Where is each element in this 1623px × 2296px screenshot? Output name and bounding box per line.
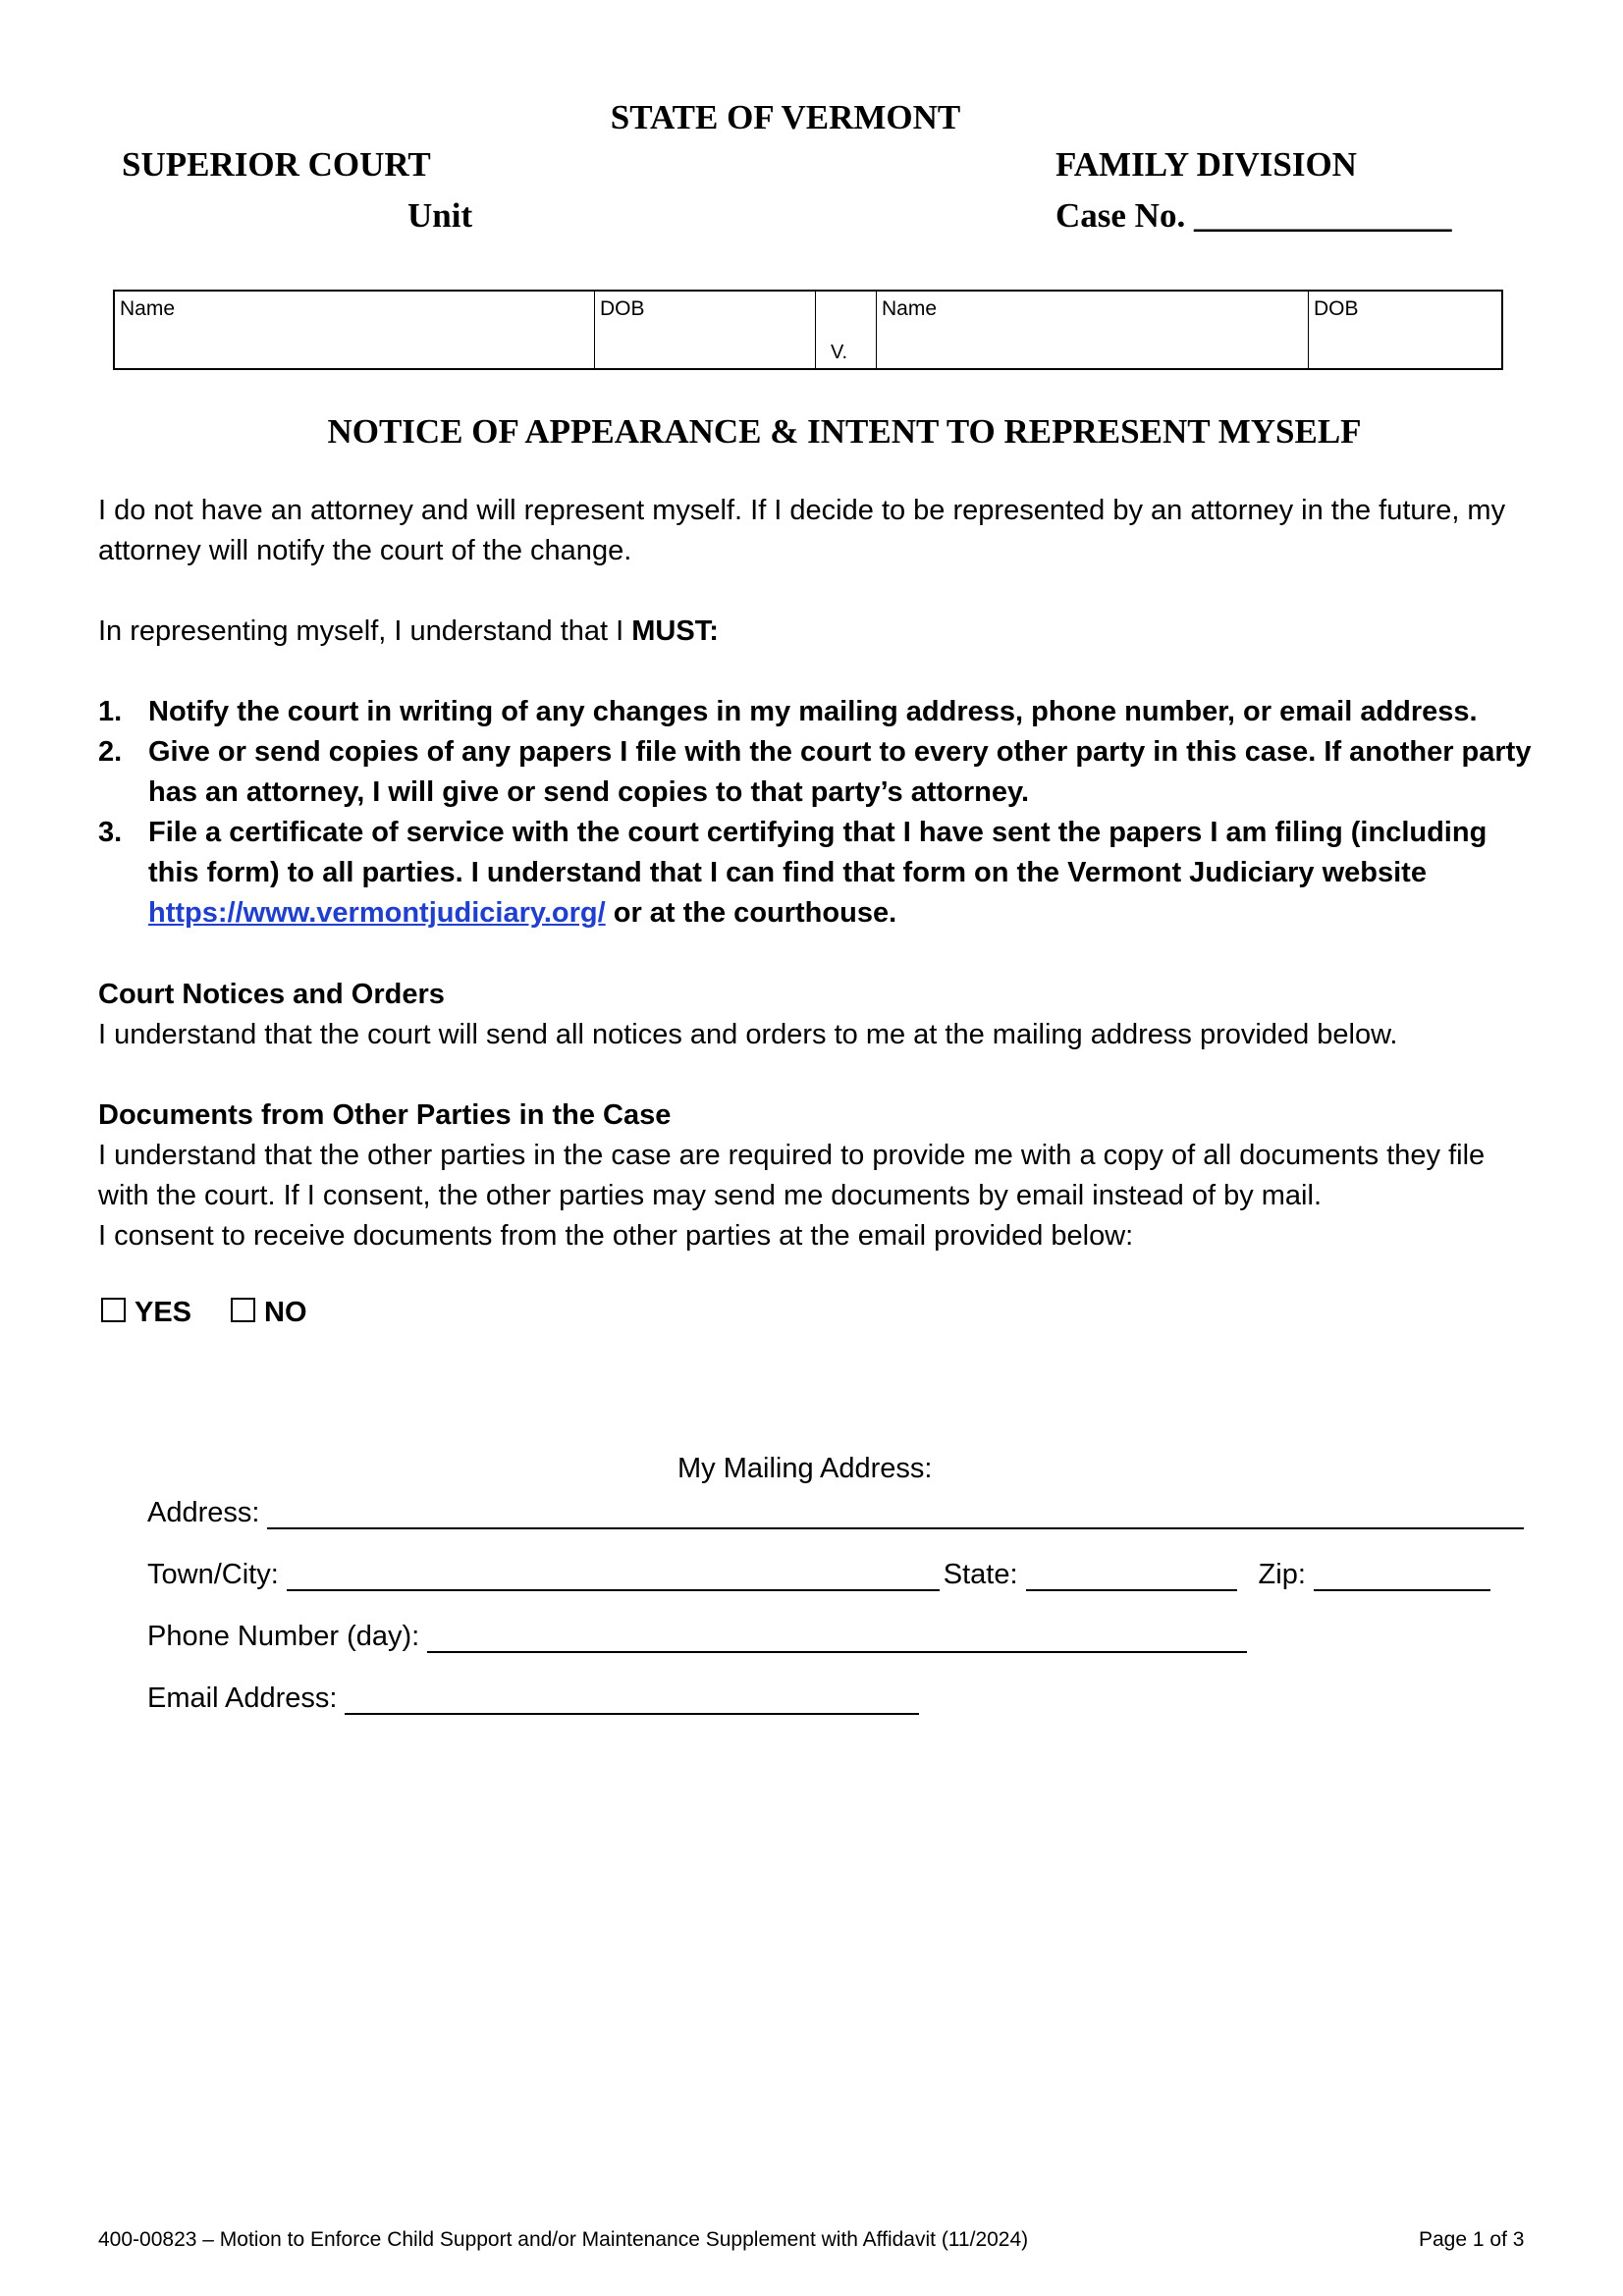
documents-section bbox=[98, 1095, 1532, 1256]
address-row bbox=[147, 1497, 1524, 1529]
party2-dob-label: DOB bbox=[1314, 297, 1359, 320]
unit-heading: Unit bbox=[407, 196, 473, 235]
phone-label: Phone Number (day): bbox=[147, 1621, 420, 1652]
consent-options bbox=[101, 1297, 307, 1329]
town-label: Town/City: bbox=[147, 1559, 279, 1590]
party1-dob-label: DOB bbox=[600, 297, 645, 320]
must-word: MUST: bbox=[631, 615, 719, 647]
list-item bbox=[98, 732, 1532, 813]
versus-label: V. bbox=[831, 342, 848, 363]
town-field[interactable] bbox=[287, 1560, 940, 1591]
address-field[interactable] bbox=[267, 1498, 1524, 1529]
checkbox-icon bbox=[101, 1298, 126, 1322]
email-field[interactable] bbox=[345, 1683, 919, 1715]
court-notices-text: I understand that the court will send all notices and orders to me at the mailing address provided below. bbox=[98, 1019, 1398, 1050]
list-item-text: Notify the court in writing of any changes in my mailing address, phone number, or email address. bbox=[148, 696, 1478, 727]
yes-checkbox[interactable] bbox=[101, 1297, 191, 1329]
case-number-field[interactable]: Case No. _______________ bbox=[1055, 196, 1452, 235]
list-item bbox=[98, 692, 1532, 732]
party1-name-label: Name bbox=[120, 297, 176, 320]
versus-cell bbox=[816, 292, 877, 368]
no-label: NO bbox=[264, 1297, 307, 1328]
phone-field[interactable] bbox=[427, 1622, 1247, 1653]
zip-field[interactable] bbox=[1314, 1560, 1490, 1591]
mailing-address-heading: My Mailing Address: bbox=[677, 1453, 933, 1484]
email-row bbox=[147, 1682, 919, 1715]
yes-label: YES bbox=[135, 1297, 192, 1328]
documents-text: I understand that the other parties in the case are required to provide me with a copy of all documents they file with the court. If I consent, the other parties may send me documents by email instead of by mail. bbox=[98, 1140, 1486, 1211]
requirements-list bbox=[98, 692, 1532, 934]
list-item-text: Give or send copies of any papers I file with the court to every other party in this case. If another party has an attorney, I will give or send copies to that party’s attorney. bbox=[148, 736, 1532, 808]
page-number: Page 1 of 3 bbox=[1419, 2228, 1525, 2251]
party2-name-cell[interactable] bbox=[877, 292, 1309, 368]
court-heading: SUPERIOR COURT bbox=[122, 145, 431, 184]
form-footer: 400-00823 – Motion to Enforce Child Support and/or Maintenance Supplement with Affidavit (11/2024) bbox=[98, 2228, 1029, 2251]
list-item bbox=[98, 813, 1532, 934]
town-state-zip-row bbox=[147, 1559, 1490, 1591]
page-title: NOTICE OF APPEARANCE & INTENT TO REPRESENT MYSELF bbox=[327, 412, 1362, 451]
list-item-number: 2. bbox=[98, 736, 123, 768]
party2-dob-cell[interactable] bbox=[1309, 292, 1501, 368]
documents-heading: Documents from Other Parties in the Case bbox=[98, 1099, 672, 1131]
checkbox-icon bbox=[231, 1298, 255, 1322]
court-notices-section bbox=[98, 975, 1532, 1055]
email-label: Email Address: bbox=[147, 1682, 338, 1714]
state-heading: STATE OF VERMONT bbox=[610, 98, 961, 136]
court-notices-heading: Court Notices and Orders bbox=[98, 979, 445, 1010]
state-field[interactable] bbox=[1026, 1560, 1237, 1591]
list-item-number: 1. bbox=[98, 696, 123, 727]
no-checkbox[interactable] bbox=[231, 1297, 307, 1329]
party-table bbox=[113, 290, 1503, 370]
state-label: State: bbox=[943, 1559, 1018, 1590]
must-intro-text: In representing myself, I understand that I bbox=[98, 615, 632, 647]
division-heading: FAMILY DIVISION bbox=[1055, 145, 1357, 184]
list-item-text-after: or at the courthouse. bbox=[605, 897, 897, 929]
must-intro bbox=[98, 612, 1532, 652]
vermont-judiciary-link[interactable]: https://www.vermontjudiciary.org/ bbox=[148, 897, 606, 929]
phone-row bbox=[147, 1621, 1247, 1653]
address-label: Address: bbox=[147, 1497, 260, 1528]
party2-name-label: Name bbox=[882, 297, 938, 320]
intro-paragraph: I do not have an attorney and will represent myself. If I decide to be represented by an attorney in the future, my attorney will notify the court of the change. bbox=[98, 495, 1506, 566]
party1-name-cell[interactable] bbox=[115, 292, 595, 368]
party1-dob-cell[interactable] bbox=[595, 292, 816, 368]
consent-text: I consent to receive documents from the other parties at the email provided below: bbox=[98, 1220, 1134, 1252]
list-item-text: File a certificate of service with the court certifying that I have sent the papers I am filing (including this form) to all parties. I understand that I can find that form on the Vermont Judiciary website bbox=[148, 817, 1488, 888]
list-item-number: 3. bbox=[98, 817, 123, 848]
zip-label: Zip: bbox=[1258, 1559, 1306, 1590]
